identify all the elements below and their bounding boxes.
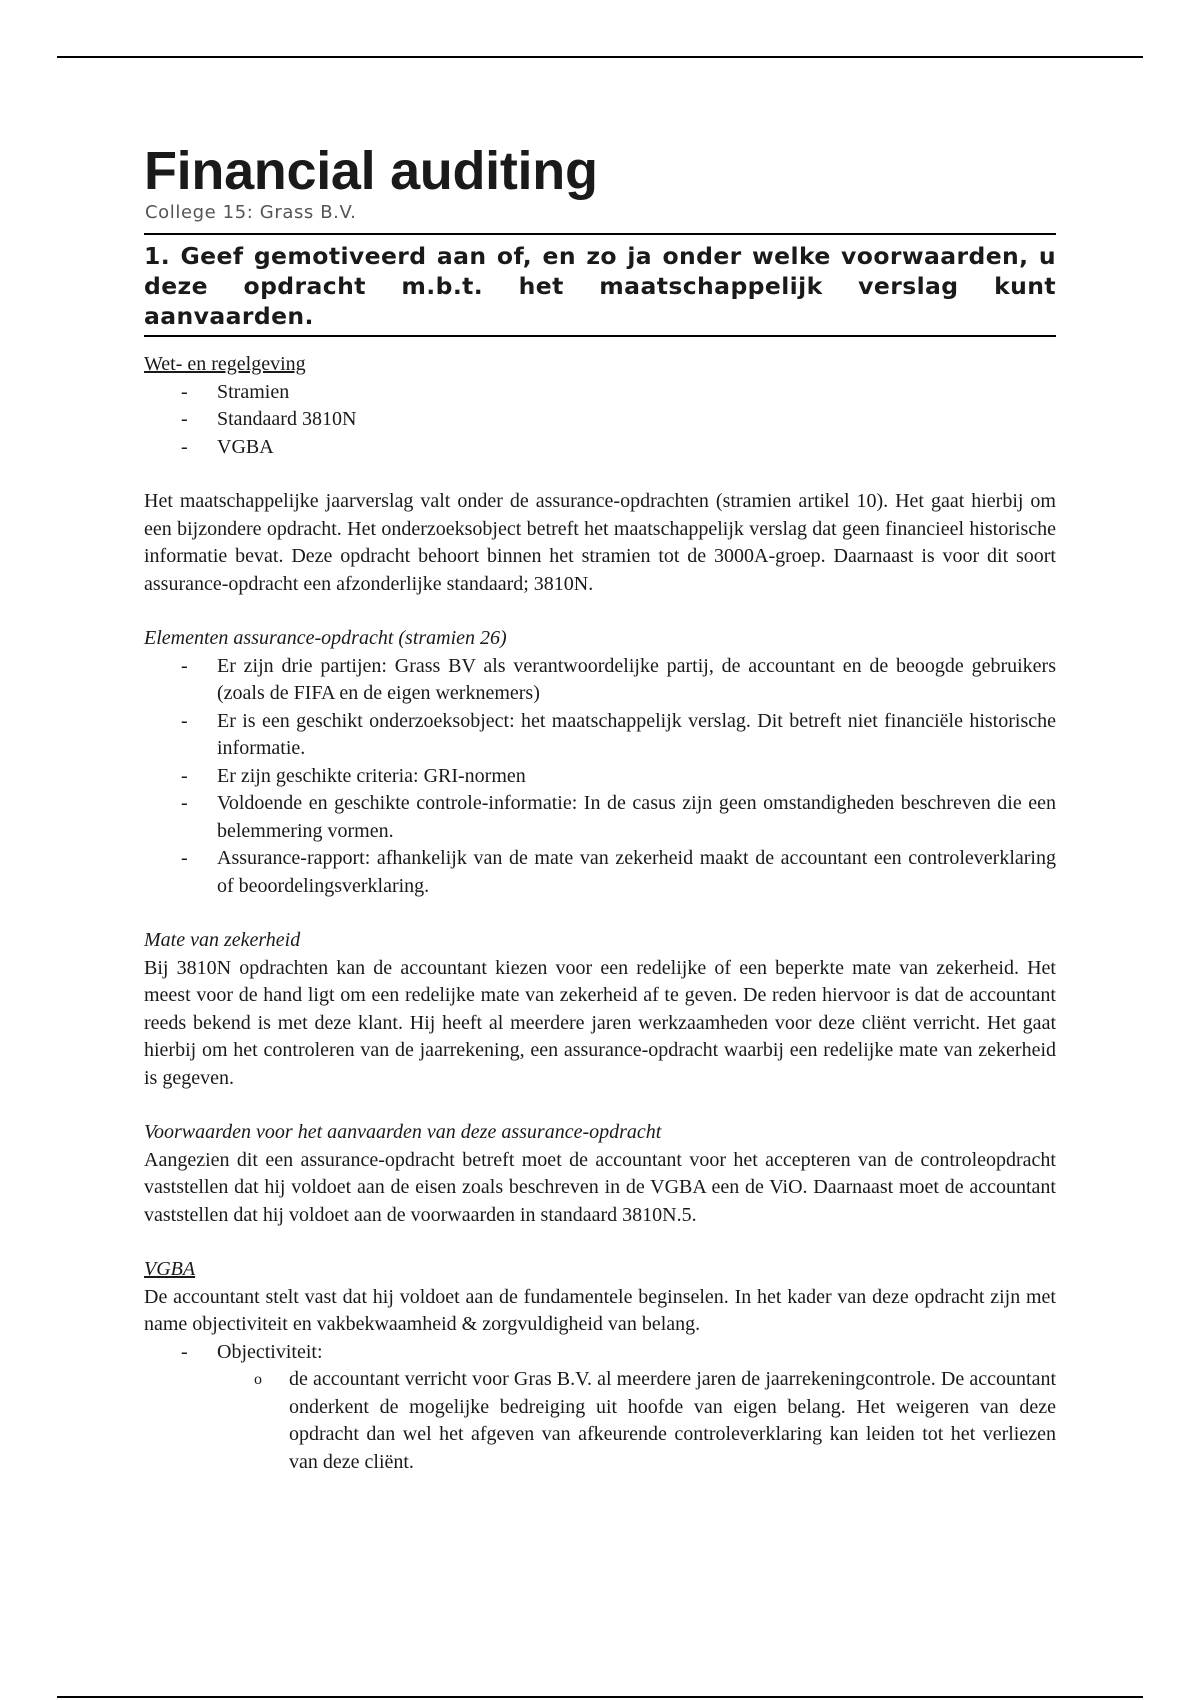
list-item: - Er is een geschikt onderzoeksobject: het maatschappelijk verslag. Dit betreft niet financiële historische informatie. bbox=[181, 709, 1056, 759]
mate-paragraph: Bij 3810N opdrachten kan de accountant kiezen voor een redelijke of een beperkte mate van zekerheid. Het meest voor de hand ligt om een redelijke mate van zekerheid af te geven. De reden hiervoor is dat de accountant reeds bekend is met deze klant. Hij heeft al meerdere jaren werkzaamheden voor deze cliënt verricht. Het gaat hierbij om het controleren van de jaarrekening, een assurance-opdracht waarbij een redelijke mate van zekerheid is gegeven. bbox=[144, 956, 1056, 1089]
list-item: - Standaard 3810N bbox=[144, 406, 1056, 434]
list-item: - Voldoende en geschikte controle-informatie: In de casus zijn geen omstandigheden beschreven die een belemmering vormen. bbox=[181, 792, 1056, 842]
dash-marker: - bbox=[181, 435, 188, 458]
list-item: o de accountant verricht voor Gras B.V. al meerdere jaren de jaarrekeningcontrole. De accountant onderkent de mogelijke bedreiging uit hoofde van eigen belang. Het weigeren van deze opdracht dan wel het afgeven van afkeurende controleverklaring kan leiden tot het verliezen van deze cliënt. bbox=[254, 1368, 1056, 1473]
document-subtitle: College 15: Grass B.V. bbox=[145, 202, 357, 223]
document-title: Financial auditing bbox=[144, 141, 598, 201]
vgba-list bbox=[144, 1339, 1056, 1367]
dash-marker: - bbox=[181, 380, 188, 403]
voorwaarden-heading: Voorwaarden voor het aanvaarden van deze assurance-opdracht bbox=[144, 1121, 662, 1143]
circle-marker: o bbox=[254, 1371, 262, 1388]
list-item: - Er zijn geschikte criteria: GRI-normen bbox=[144, 763, 1056, 791]
dash-marker: - bbox=[181, 709, 188, 732]
spacer bbox=[144, 1229, 1056, 1256]
intro-paragraph: Het maatschappelijke jaarverslag valt onder de assurance-opdrachten (stramien artikel 10). Het gaat hierbij om een bijzondere opdracht. Het onderzoeksobject betreft het maatschappelijk verslag dat geen financieel historische informatie bevat. Deze opdracht behoort binnen het stramien tot de 3000A-groep. Daarnaast is voor dit soort assurance-opdracht een afzonderlijke standaard; 3810N. bbox=[144, 490, 1056, 595]
spacer bbox=[144, 1092, 1056, 1119]
vgba-sublist bbox=[144, 1366, 1056, 1476]
list-item: - Stramien bbox=[144, 379, 1056, 407]
elementen-heading: Elementen assurance-opdracht (stramien 26) bbox=[144, 627, 507, 649]
wet-heading: Wet- en regelgeving bbox=[144, 353, 306, 375]
dash-marker: - bbox=[181, 408, 188, 430]
top-rule bbox=[57, 56, 1143, 58]
list-item: - Assurance-rapport: afhankelijk van de mate van zekerheid maakt de accountant een controleverklaring of beoordelingsverklaring. bbox=[181, 847, 1056, 897]
wet-list bbox=[144, 379, 1056, 462]
spacer bbox=[144, 461, 1056, 488]
dash-marker: - bbox=[181, 1340, 188, 1363]
list-item: - VGBA bbox=[144, 434, 1056, 462]
voorwaarden-paragraph: Aangezien dit een assurance-opdracht betreft moet de accountant voor het accepteren van de controleopdracht vaststellen dat hij voldoet aan de eisen zoals beschreven in de VGBA een de ViO. Daarnaast moet de accountant vaststellen dat hij voldoet aan de voorwaarden in standaard 3810N.5. bbox=[144, 1148, 1056, 1226]
vgba-paragraph: De accountant stelt vast dat hij voldoet aan de fundamentele beginselen. In het kader van deze opdracht zijn met name objectiviteit en vakbekwaamheid & zorgvuldigheid van belang. bbox=[144, 1285, 1056, 1335]
dash-marker: - bbox=[181, 792, 188, 814]
dash-marker: - bbox=[181, 654, 188, 677]
spacer bbox=[144, 598, 1056, 625]
dash-marker: - bbox=[181, 847, 188, 869]
list-item: - Objectiviteit: bbox=[144, 1339, 1056, 1367]
dash-marker: - bbox=[181, 764, 188, 787]
spacer bbox=[144, 900, 1056, 927]
question-heading: 1. Geef gemotiveerd aan of, en zo ja onder welke voorwaarden, u deze opdracht m.b.t. het maatschappelijk verslag kunt aanvaarden. bbox=[144, 233, 1056, 337]
bottom-rule bbox=[57, 1696, 1143, 1698]
document-page bbox=[144, 140, 1056, 1476]
elementen-list bbox=[144, 653, 1056, 901]
mate-heading: Mate van zekerheid bbox=[144, 929, 301, 951]
vgba-heading: VGBA bbox=[144, 1258, 196, 1280]
list-item: - Er zijn drie partijen: Grass BV als verantwoordelijke partij, de accountant en de beoogde gebruikers (zoals de FIFA en de eigen werknemers) bbox=[181, 654, 1056, 704]
